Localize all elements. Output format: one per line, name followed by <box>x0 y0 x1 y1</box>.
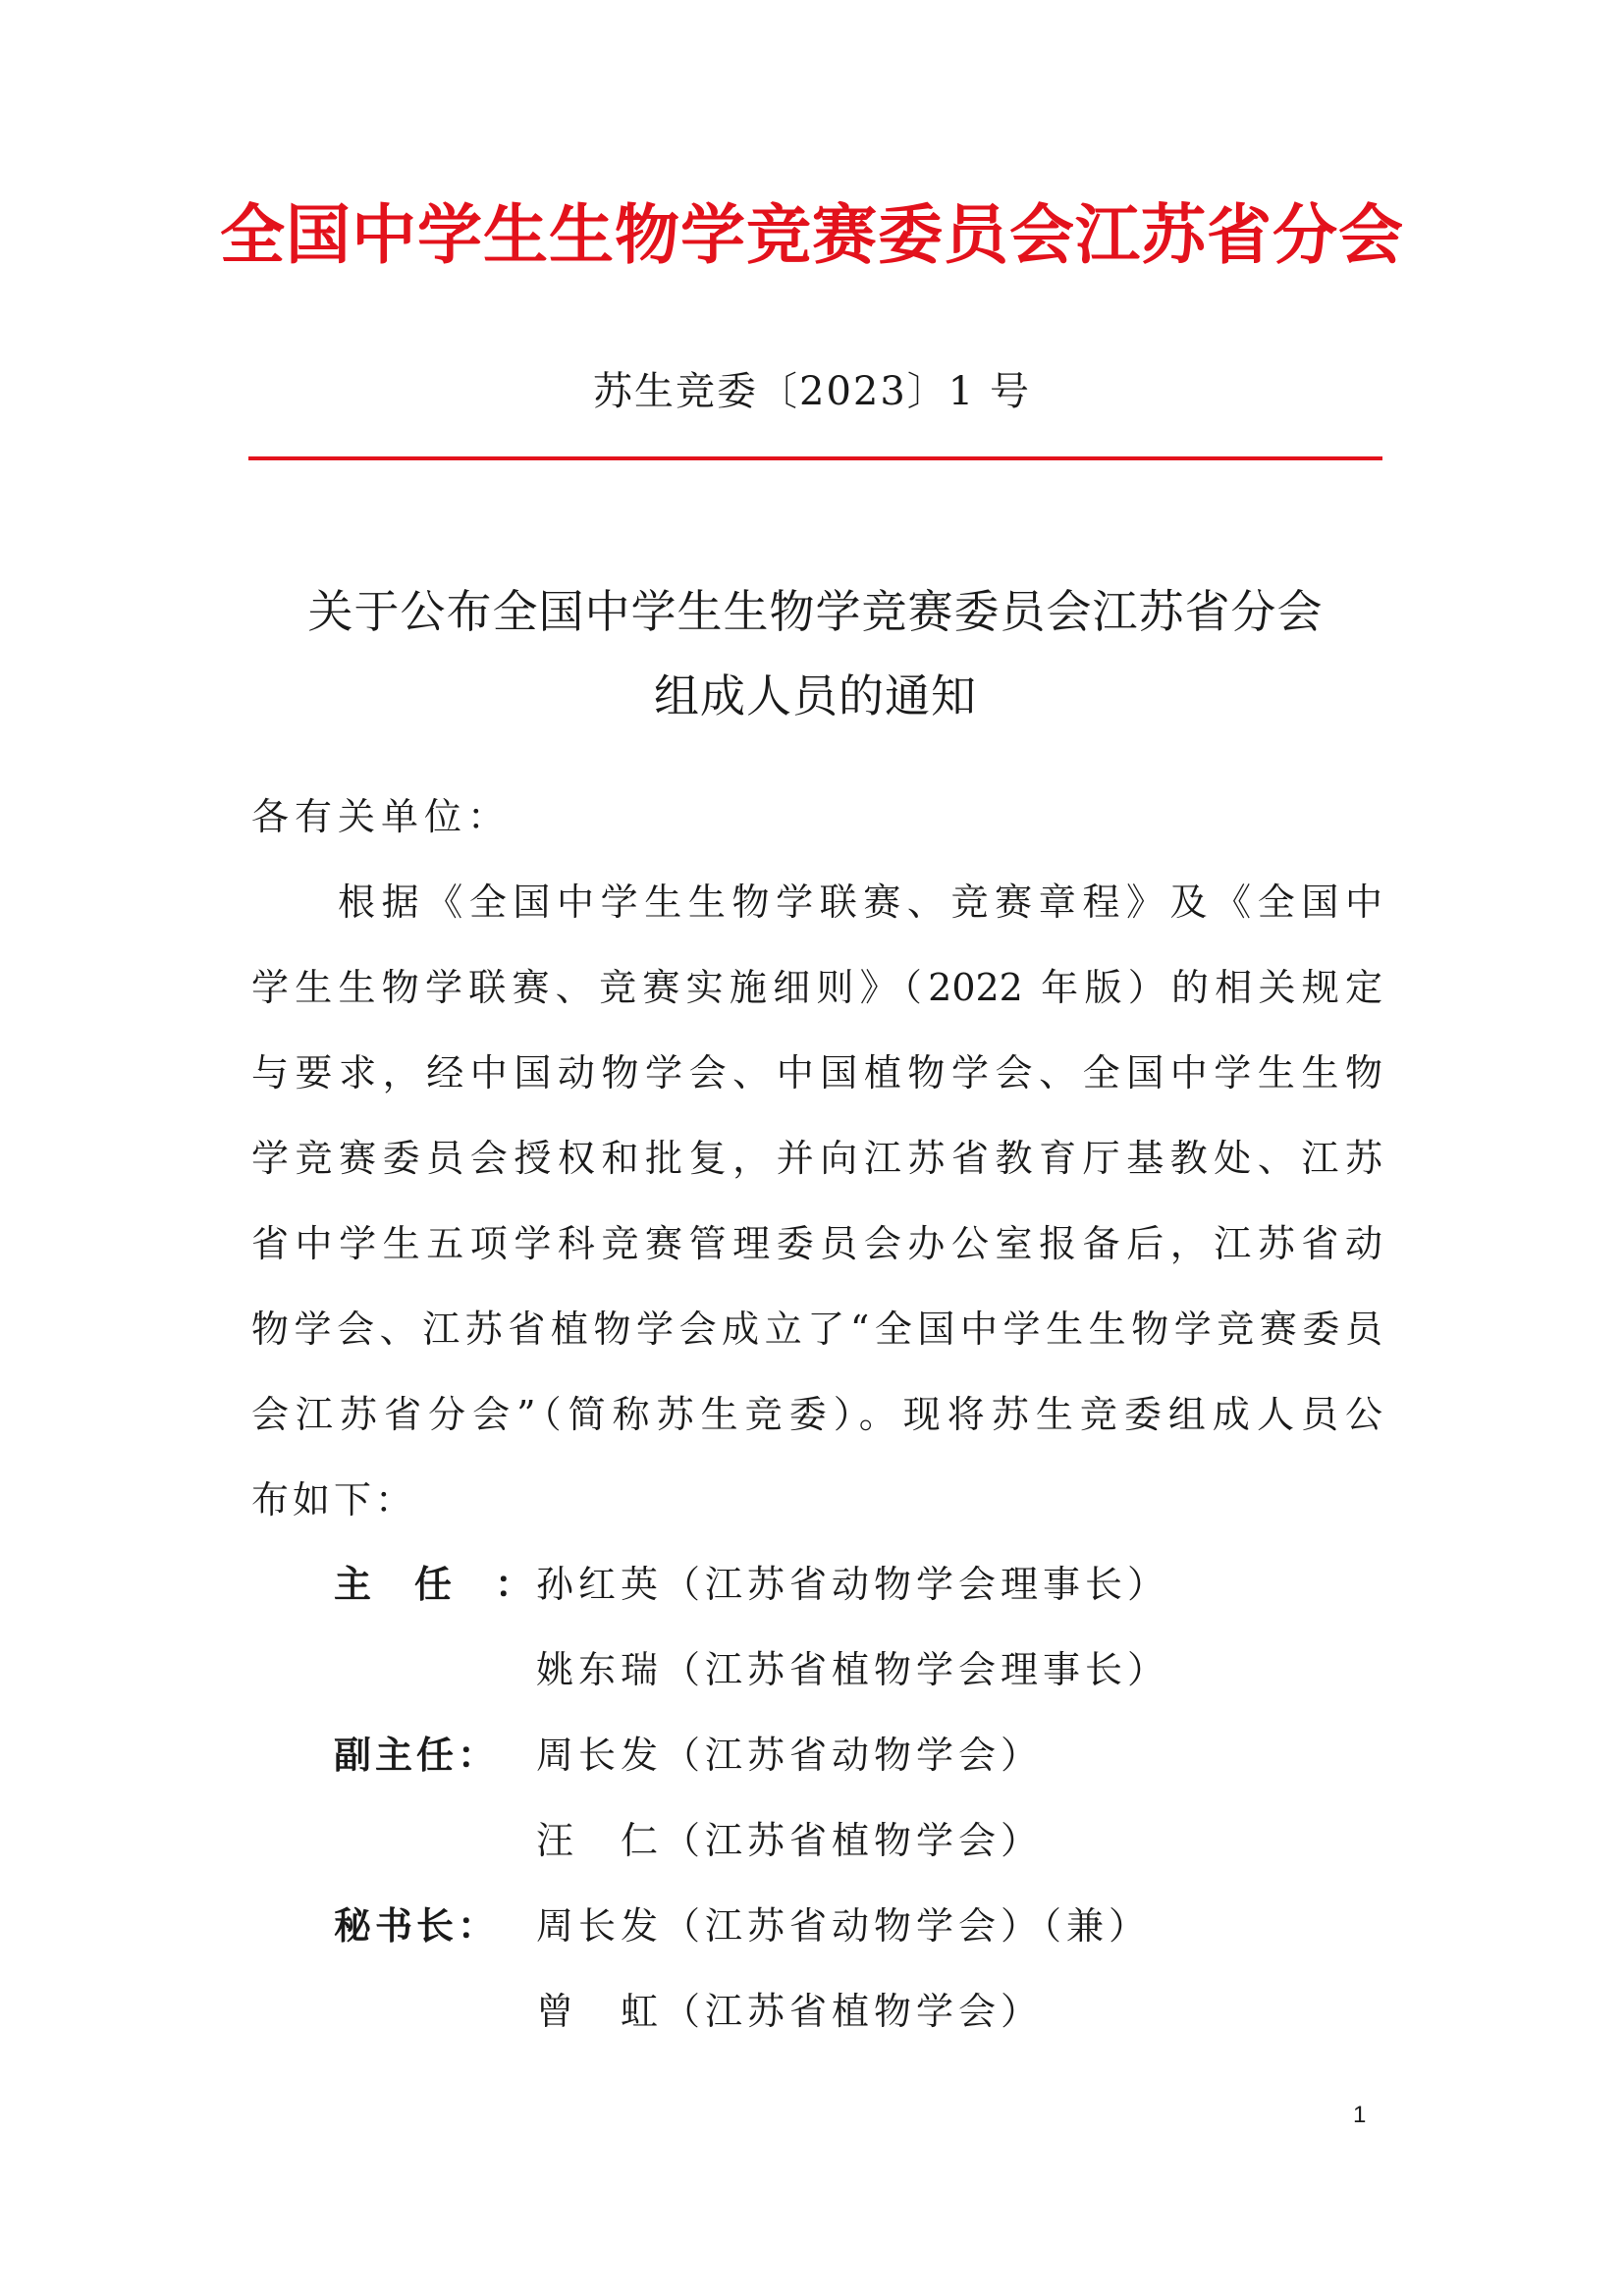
member-detail: 周长发（江苏省动物学会） <box>536 1734 1044 1777</box>
paragraph-line: 布如下： <box>251 1478 417 1522</box>
member-detail: 姚东瑞（江苏省植物学会理事长） <box>536 1648 1170 1691</box>
organization-title: 全国中学生生物学竞赛委员会江苏省分会 <box>220 197 1404 273</box>
member-role-secretary-general: 秘书长： <box>334 1904 500 1948</box>
paragraph-line: 省中学生五项学科竞赛管理委员会办公室报备后，江苏省动 <box>251 1222 1382 1265</box>
notice-title <box>248 569 1382 738</box>
body-paragraph <box>251 874 1382 1557</box>
salutation: 各有关单位： <box>251 795 512 838</box>
paragraph-line: 根据《全国中学生生物学联赛、竞赛章程》及《全国中 <box>338 881 1382 924</box>
member-detail: 周长发（江苏省动物学会）（兼） <box>536 1904 1152 1948</box>
member-role-deputy-director: 副主任： <box>334 1734 500 1777</box>
paragraph-line: 物学会、江苏省植物学会成立了“全国中学生生物学竞赛委员 <box>251 1308 1382 1351</box>
member-role-director: 主任： <box>334 1563 576 1606</box>
member-detail: 孙红英（江苏省动物学会理事长） <box>536 1563 1170 1606</box>
member-detail: 汪 仁（江苏省植物学会） <box>536 1819 1044 1862</box>
notice-title-line-2: 组成人员的通知 <box>654 669 977 722</box>
notice-title-line-1: 关于公布全国中学生生物学竞赛委员会江苏省分会 <box>307 585 1324 638</box>
page-number: 1 <box>1353 2102 1367 2128</box>
paragraph-line: 学生生物学联赛、竞赛实施细则》（2022 年版）的相关规定 <box>251 966 1382 1009</box>
document-number: 苏生竞委〔2023〕1 号 <box>593 369 1031 414</box>
red-divider-rule <box>248 456 1382 460</box>
paragraph-line: 会江苏省分会”（简称苏生竞委）。现将苏生竞委组成人员公 <box>251 1393 1382 1436</box>
paragraph-line: 学竞赛委员会授权和批复，并向江苏省教育厅基教处、江苏 <box>251 1137 1382 1180</box>
member-detail: 曾 虹（江苏省植物学会） <box>536 1990 1044 2033</box>
paragraph-line: 与要求，经中国动物学会、中国植物学会、全国中学生生物 <box>251 1051 1382 1095</box>
